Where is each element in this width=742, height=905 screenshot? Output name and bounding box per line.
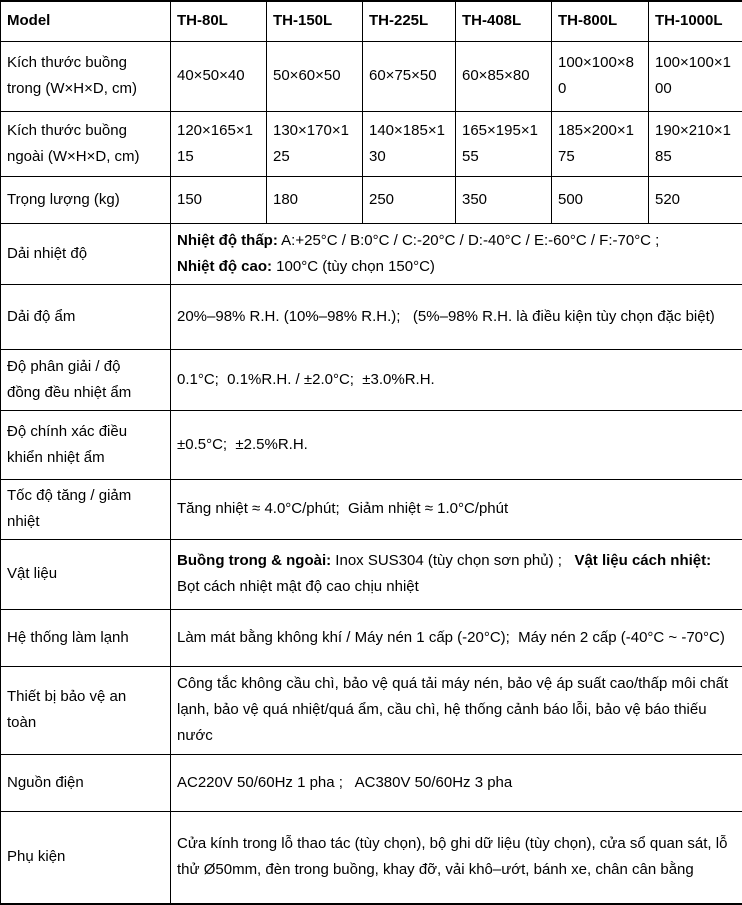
resolution-uniformity-value: 0.1°C; 0.1%R.H. / ±2.0°C; ±3.0%R.H. — [171, 349, 742, 410]
dimension-value: 130×170×125 — [267, 111, 363, 176]
temperature-range-row — [1, 223, 742, 284]
ramp-rate-row — [1, 479, 742, 539]
header-row — [1, 1, 742, 41]
row-label: Dải nhiệt độ — [1, 223, 171, 284]
weight-value: 180 — [267, 176, 363, 223]
temperature-range-value — [171, 223, 742, 284]
model-name: TH-80L — [171, 1, 267, 41]
row-label: Độ phân giải / độ đồng đều nhiệt ẩm — [1, 349, 171, 410]
dimension-value: 50×60×50 — [267, 41, 363, 111]
model-header-cell: Model — [1, 1, 171, 41]
row-label: Hệ thống làm lạnh — [1, 609, 171, 666]
material-row — [1, 539, 742, 609]
accessories-row — [1, 811, 742, 904]
weight-value: 520 — [649, 176, 742, 223]
dimension-value: 100×100×80 — [552, 41, 649, 111]
humidity-range-row — [1, 284, 742, 349]
material-value: Buồng trong & ngoài: Inox SUS304 (tùy chọn sơn phủ) ; Vật liệu cách nhiệt: Bọt cách nhiệt mật độ cao chịu nhiệt — [171, 539, 742, 609]
dimension-value: 165×195×155 — [456, 111, 552, 176]
model-name: TH-800L — [552, 1, 649, 41]
dimension-value: 40×50×40 — [171, 41, 267, 111]
power-supply-row — [1, 754, 742, 811]
model-name: TH-1000L — [649, 1, 742, 41]
row-label: Thiết bị bảo vệ an toàn — [1, 666, 171, 754]
row-label: Nguồn điện — [1, 754, 171, 811]
row-label: Dải độ ẩm — [1, 284, 171, 349]
safety-devices-row — [1, 666, 742, 754]
cooling-system-value: Làm mát bằng không khí / Máy nén 1 cấp (-20°C); Máy nén 2 cấp (-40°C ~ -70°C) — [171, 609, 742, 666]
dimension-value: 140×185×130 — [363, 111, 456, 176]
dimension-value: 185×200×175 — [552, 111, 649, 176]
control-accuracy-row — [1, 410, 742, 479]
model-name: TH-225L — [363, 1, 456, 41]
accessories-value: Cửa kính trong lỗ thao tác (tùy chọn), bộ ghi dữ liệu (tùy chọn), cửa sổ quan sát, lỗ thử Ø50mm, đèn trong buồng, khay đỡ, vải khô–ướt, bánh xe, chân cân bằng — [171, 811, 742, 904]
control-accuracy-value: ±0.5°C; ±2.5%R.H. — [171, 410, 742, 479]
weight-row — [1, 176, 742, 223]
temp-high-line: Nhiệt độ cao: 100°C (tùy chọn 150°C) — [177, 257, 435, 275]
resolution-uniformity-row — [1, 349, 742, 410]
power-supply-value: AC220V 50/60Hz 1 pha ; AC380V 50/60Hz 3 pha — [171, 754, 742, 811]
dimension-value: 120×165×115 — [171, 111, 267, 176]
row-label: Trọng lượng (kg) — [1, 176, 171, 223]
humidity-range-value: 20%–98% R.H. (10%–98% R.H.); (5%–98% R.H. là điều kiện tùy chọn đặc biệt) — [171, 284, 742, 349]
outer-dimensions-row — [1, 111, 742, 176]
dimension-value: 100×100×100 — [649, 41, 742, 111]
row-label: Tốc độ tăng / giảm nhiệt — [1, 479, 171, 539]
row-label: Kích thước buồng ngoài (W×H×D, cm) — [1, 111, 171, 176]
weight-value: 250 — [363, 176, 456, 223]
model-name: TH-408L — [456, 1, 552, 41]
weight-value: 500 — [552, 176, 649, 223]
ramp-rate-value: Tăng nhiệt ≈ 4.0°C/phút; Giảm nhiệt ≈ 1.0°C/phút — [171, 479, 742, 539]
row-label: Độ chính xác điều khiển nhiệt ẩm — [1, 410, 171, 479]
dimension-value: 60×75×50 — [363, 41, 456, 111]
dimension-value: 190×210×185 — [649, 111, 742, 176]
row-label: Vật liệu — [1, 539, 171, 609]
model-name: TH-150L — [267, 1, 363, 41]
cooling-system-row — [1, 609, 742, 666]
safety-devices-value: Công tắc không cầu chì, bảo vệ quá tải máy nén, bảo vệ áp suất cao/thấp môi chất lạnh, bảo vệ quá nhiệt/quá ẩm, cầu chì, hệ thống cảnh báo lỗi, bảo vệ báo thiếu nước — [171, 666, 742, 754]
dimension-value: 60×85×80 — [456, 41, 552, 111]
temp-low-line: Nhiệt độ thấp: A:+25°C / B:0°C / C:-20°C / D:-40°C / E:-60°C / F:-70°C ; — [177, 231, 660, 249]
row-label: Kích thước buồng trong (W×H×D, cm) — [1, 41, 171, 111]
weight-value: 350 — [456, 176, 552, 223]
weight-value: 150 — [171, 176, 267, 223]
inner-dimensions-row — [1, 41, 742, 111]
row-label: Phụ kiện — [1, 811, 171, 904]
